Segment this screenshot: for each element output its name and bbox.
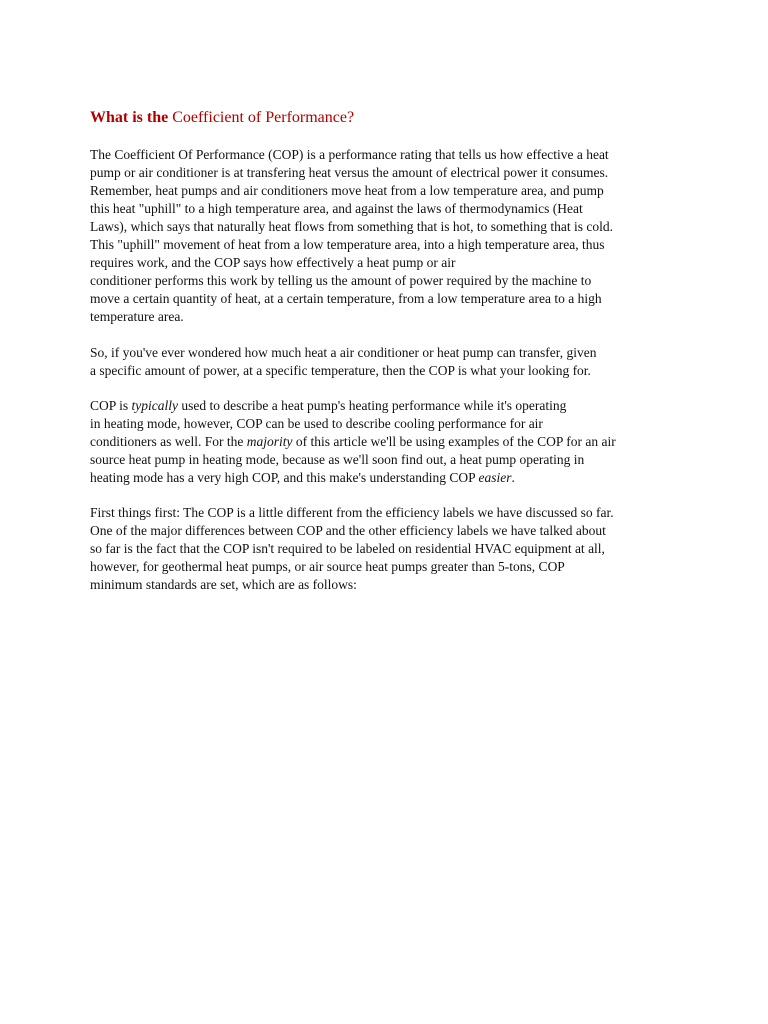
title-bold-part: What is the — [90, 109, 169, 126]
text-run: of this article we'll be using examples of the COP for an air — [292, 434, 616, 449]
text-line: Remember, heat pumps and air conditioners move heat from a low temperature area, and pump — [90, 183, 604, 198]
text-line: so far is the fact that the COP isn't required to be labeled on residential HVAC equipment at all, — [90, 541, 605, 556]
text-line: conditioner performs this work by telling us the amount of power required by the machine to — [90, 273, 592, 288]
text-line: this heat "uphill" to a high temperature area, and against the laws of thermodynamics (Heat — [90, 201, 583, 216]
text-line: however, for geothermal heat pumps, or air source heat pumps greater than 5-tons, COP — [90, 559, 565, 574]
text-line: in heating mode, however, COP can be used to describe cooling performance for air — [90, 416, 543, 431]
paragraph-cop-usage — [90, 397, 616, 487]
text-line: a specific amount of power, at a specific temperature, then the COP is what your looking for. — [90, 363, 591, 378]
text-line: This "uphill" movement of heat from a low temperature area, into a high temperature area, thus — [90, 237, 605, 252]
text-line — [90, 433, 616, 451]
emphasis-text: easier — [478, 470, 512, 485]
paragraph-cop-definition — [90, 146, 613, 326]
paragraph-cop-purpose — [90, 344, 596, 380]
text-line: So, if you've ever wondered how much heat a air conditioner or heat pump can transfer, given — [90, 345, 597, 360]
text-line — [90, 397, 616, 415]
text-line: requires work, and the COP says how effectively a heat pump or air — [90, 255, 456, 270]
emphasis-text: typically — [131, 398, 178, 413]
page-title — [90, 108, 354, 128]
text-line: One of the major differences between COP and the other efficiency labels we have talked about — [90, 523, 606, 538]
text-line: pump or air conditioner is at transfering heat versus the amount of electrical power it consumes. — [90, 165, 609, 180]
title-normal-part: Coefficient of Performance? — [172, 109, 355, 126]
text-line — [90, 469, 616, 487]
text-run: heating mode has a very high COP, and this make's understanding COP — [90, 470, 479, 485]
text-line: move a certain quantity of heat, at a certain temperature, from a low temperature area to a high — [90, 291, 602, 306]
text-line: The Coefficient Of Performance (COP) is a performance rating that tells us how effective a heat — [90, 147, 609, 162]
text-line: Laws), which says that naturally heat flows from something that is hot, to something that is cold. — [90, 219, 614, 234]
text-run: conditioners as well. For the — [90, 434, 247, 449]
text-line: minimum standards are set, which are as follows: — [90, 577, 357, 592]
text-line: temperature area. — [90, 309, 184, 324]
paragraph-cop-standards — [90, 504, 614, 594]
emphasis-text: majority — [246, 434, 293, 449]
text-run: . — [511, 470, 515, 485]
text-line: source heat pump in heating mode, because as we'll soon find out, a heat pump operating in — [90, 452, 585, 467]
text-run: used to describe a heat pump's heating performance while it's operating — [178, 398, 567, 413]
text-run: COP is — [90, 398, 132, 413]
text-line: First things first: The COP is a little different from the efficiency labels we have discussed so far. — [90, 505, 614, 520]
